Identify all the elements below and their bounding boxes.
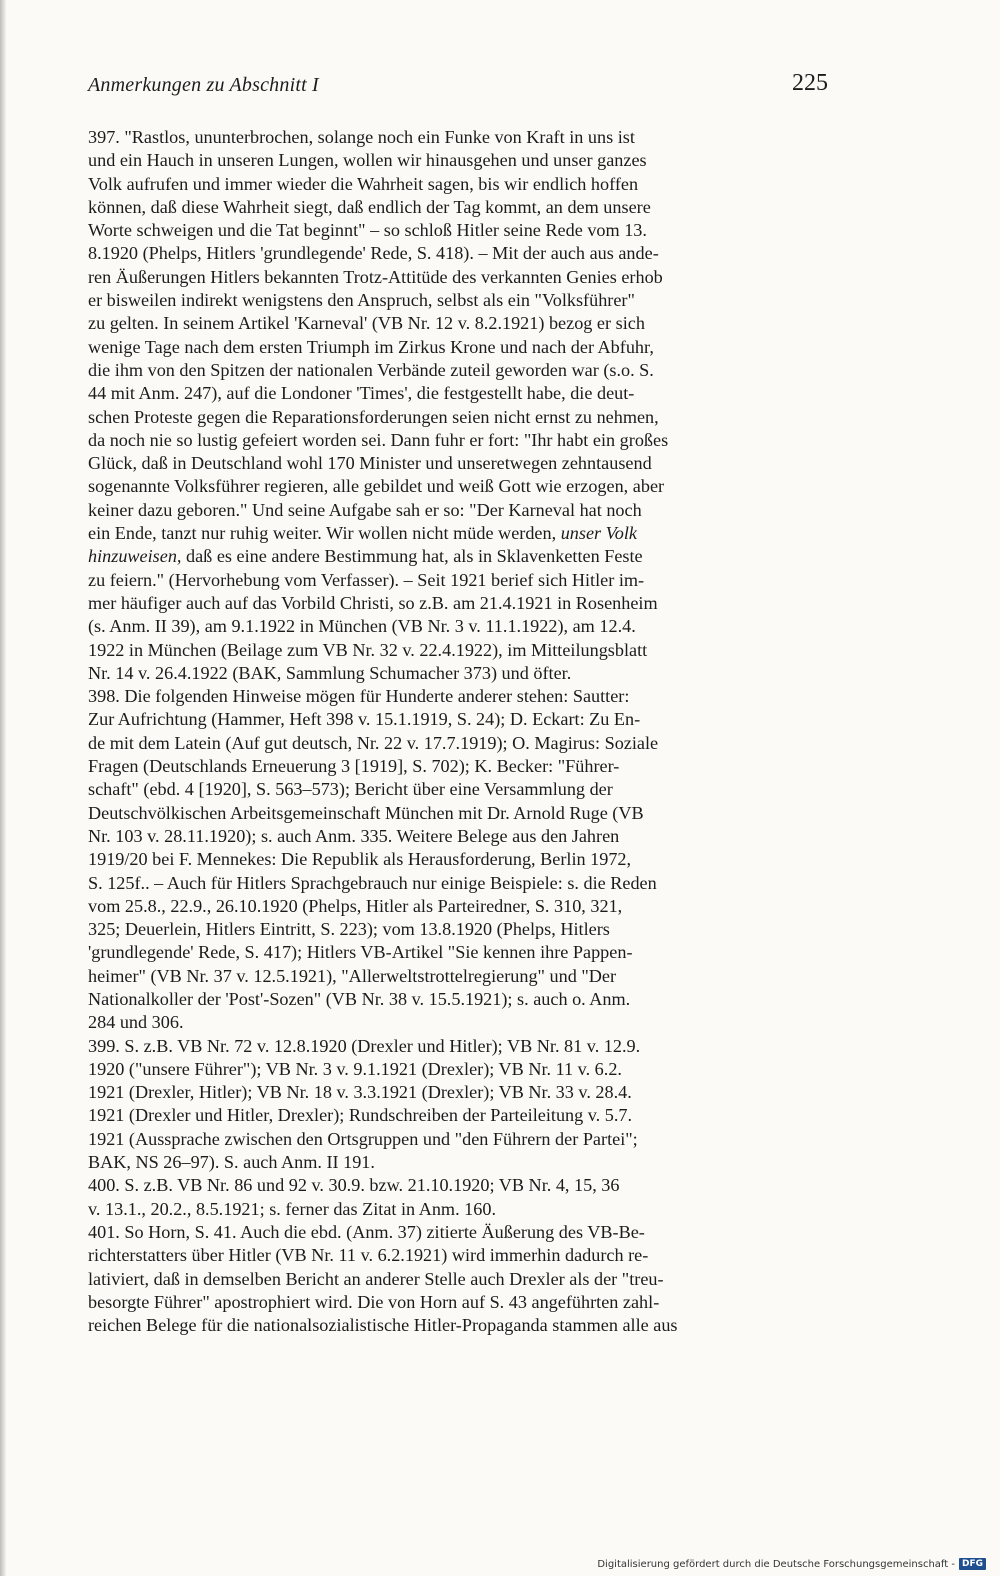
text-line: [88, 219, 828, 242]
funding-notice: Digitalisierung gefördert durch die Deutsche Forschungsgemeinschaft -: [597, 1558, 955, 1570]
text-run: vom 25.8., 22.9., 26.10.1920 (Phelps, Hitler als Parteiredner, S. 310, 321,: [88, 895, 623, 916]
text-line: [88, 615, 828, 638]
text-line: [88, 1198, 828, 1221]
text-line: [88, 242, 828, 265]
text-run: 284 und 306.: [88, 1012, 184, 1033]
text-run: da noch nie so lustig gefeiert worden sei. Dann fuhr er fort: "Ihr habt ein großes: [88, 429, 669, 450]
page-edge: [0, 0, 6, 1576]
dfg-logo-icon: DFG: [959, 1558, 986, 1570]
text-line: [88, 1011, 828, 1034]
text-run: Nationalkoller der 'Post'-Sozen" (VB Nr. 38 v. 15.5.1921); s. auch o. Anm.: [88, 988, 631, 1009]
text-run: wenige Tage nach dem ersten Triumph im Zirkus Krone und nach der Abfuhr,: [88, 336, 654, 357]
text-run: 44 mit Anm. 247), auf die Londoner 'Times', die festgestellt habe, die deut-: [88, 383, 635, 404]
text-line: [88, 499, 828, 522]
text-run: 398. Die folgenden Hinweise mögen für Hunderte anderer stehen: Sautter:: [88, 686, 630, 707]
text-line: [88, 1035, 828, 1058]
text-run: 1922 in München (Beilage zum VB Nr. 32 v. 22.4.1922), im Mitteilungsblatt: [88, 639, 648, 660]
text-run: schen Proteste gegen die Reparationsforderungen seien nicht ernst zu nehmen,: [88, 406, 659, 427]
text-run: 1921 (Drexler, Hitler); VB Nr. 18 v. 3.3.1921 (Drexler); VB Nr. 33 v. 28.4.: [88, 1082, 632, 1103]
text-line: [88, 592, 828, 615]
text-line: [88, 1291, 828, 1314]
text-line: [88, 1104, 828, 1127]
text-line: [88, 289, 828, 312]
text-line: [88, 988, 828, 1011]
text-line: [88, 639, 828, 662]
text-run: 400. S. z.B. VB Nr. 86 und 92 v. 30.9. bzw. 21.10.1920; VB Nr. 4, 15, 36: [88, 1175, 620, 1196]
text-line: [88, 732, 828, 755]
text-run: zu feiern." (Hervorhebung vom Verfasser). – Seit 1921 berief sich Hitler im-: [88, 569, 645, 590]
text-run: v. 13.1., 20.2., 8.5.1921; s. ferner das Zitat in Anm. 160.: [88, 1198, 496, 1219]
text-run: mer häufiger auch auf das Vorbild Christi, so z.B. am 21.4.1921 in Rosenheim: [88, 592, 658, 613]
text-line: [88, 1128, 828, 1151]
text-run: keiner dazu geboren." Und seine Aufgabe sah er so: "Der Karneval hat noch: [88, 499, 642, 520]
text-run: die ihm von den Spitzen der nationalen Verbände zuteil geworden war (s.o. S.: [88, 359, 654, 380]
text-line: [88, 382, 828, 405]
text-run: 1919/20 bei F. Mennekes: Die Republik als Herausforderung, Berlin 1972,: [88, 849, 632, 870]
text-line: [88, 545, 828, 568]
text-line: [88, 1268, 828, 1291]
text-run: daß es eine andere Bestimmung hat, als in Sklavenketten Feste: [181, 546, 643, 567]
emphasized-text: unser Volk: [560, 523, 637, 544]
footnote-text-block: [88, 126, 828, 1337]
text-run: Nr. 14 v. 26.4.1922 (BAK, Sammlung Schumacher 373) und öfter.: [88, 662, 572, 683]
text-line: [88, 872, 828, 895]
text-line: [88, 336, 828, 359]
text-line: [88, 522, 828, 545]
text-run: 399. S. z.B. VB Nr. 72 v. 12.8.1920 (Drexler und Hitler); VB Nr. 81 v. 12.9.: [88, 1035, 641, 1056]
text-line: [88, 429, 828, 452]
text-line: [88, 1081, 828, 1104]
text-run: Deutschvölkischen Arbeitsgemeinschaft München mit Dr. Arnold Ruge (VB: [88, 802, 644, 823]
text-line: [88, 196, 828, 219]
text-run: ren Äußerungen Hitlers bekannten Trotz-Attitüde des verkannten Genies erhob: [88, 266, 663, 287]
text-line: [88, 895, 828, 918]
text-line: [88, 452, 828, 475]
text-line: [88, 941, 828, 964]
text-run: de mit dem Latein (Auf gut deutsch, Nr. 22 v. 17.7.1919); O. Magirus: Soziale: [88, 732, 659, 753]
text-run: ein Ende, tanzt nur ruhig weiter. Wir wollen nicht müde werden,: [88, 523, 561, 544]
text-run: 'grundlegende' Rede, S. 417); Hitlers VB-Artikel "Sie kennen ihre Pappen-: [88, 942, 633, 963]
page-number: 225: [792, 70, 828, 96]
text-run: 8.1920 (Phelps, Hitlers 'grundlegende' Rede, S. 418). – Mit der auch aus ande-: [88, 243, 659, 264]
text-run: 1920 ("unsere Führer"); VB Nr. 3 v. 9.1.1921 (Drexler); VB Nr. 11 v. 6.2.: [88, 1058, 622, 1079]
text-line: [88, 918, 828, 941]
text-line: [88, 312, 828, 335]
emphasized-text: hinzuweisen,: [88, 546, 182, 567]
running-head: Anmerkungen zu Abschnitt I: [88, 74, 319, 96]
text-line: [88, 266, 828, 289]
text-run: 397. "Rastlos, ununterbrochen, solange noch ein Funke von Kraft in uns ist: [88, 127, 635, 147]
text-run: richterstatters über Hitler (VB Nr. 11 v. 6.2.1921) wird immerhin dadurch re-: [88, 1245, 649, 1266]
text-line: [88, 1244, 828, 1267]
text-line: [88, 406, 828, 429]
text-line: [88, 965, 828, 988]
text-run: Zur Aufrichtung (Hammer, Heft 398 v. 15.1.1919, S. 24); D. Eckart: Zu En-: [88, 709, 641, 730]
text-line: [88, 662, 828, 685]
text-run: 1921 (Aussprache zwischen den Ortsgruppen und "den Führern der Partei";: [88, 1128, 638, 1149]
text-line: [88, 475, 828, 498]
digitization-footer: [597, 1556, 986, 1572]
text-run: Glück, daß in Deutschland wohl 170 Minister und unseretwegen zehntausend: [88, 453, 652, 474]
text-run: können, daß diese Wahrheit siegt, daß endlich der Tag kommt, an dem unsere: [88, 196, 651, 217]
text-line: [88, 848, 828, 871]
text-run: 1921 (Drexler und Hitler, Drexler); Rundschreiben der Parteileitung v. 5.7.: [88, 1105, 633, 1126]
text-line: [88, 825, 828, 848]
text-run: sogenannte Volksführer regieren, alle gebildet und weiß Gott wie erzogen, aber: [88, 476, 665, 497]
text-line: [88, 1151, 828, 1174]
text-run: schaft" (ebd. 4 [1920], S. 563–573); Bericht über eine Versammlung der: [88, 779, 613, 800]
text-run: er bisweilen indirekt wenigstens den Anspruch, selbst als ein "Volksführer": [88, 290, 635, 311]
text-line: [88, 755, 828, 778]
text-line: [88, 778, 828, 801]
text-run: Volk aufrufen und immer wieder die Wahrheit sagen, bis wir endlich hoffen: [88, 173, 639, 194]
text-run: reichen Belege für die nationalsozialistische Hitler-Propaganda stammen alle aus: [88, 1315, 678, 1336]
text-run: zu gelten. In seinem Artikel 'Karneval' (VB Nr. 12 v. 8.2.1921) bezog er sich: [88, 313, 645, 334]
text-line: [88, 1174, 828, 1197]
text-run: lativiert, daß in demselben Bericht an anderer Stelle auch Drexler als der "treu-: [88, 1268, 664, 1289]
text-line: [88, 1314, 828, 1337]
text-line: [88, 126, 828, 149]
text-line: [88, 1221, 828, 1244]
page-header: [88, 70, 828, 104]
text-line: [88, 173, 828, 196]
text-run: heimer" (VB Nr. 37 v. 12.5.1921), "Allerweltstrottelregierung" und "Der: [88, 965, 617, 986]
text-run: Worte schweigen und die Tat beginnt" – so schloß Hitler seine Rede vom 13.: [88, 220, 647, 241]
text-run: (s. Anm. II 39), am 9.1.1922 in München (VB Nr. 3 v. 11.1.1922), am 12.4.: [88, 616, 636, 637]
text-line: [88, 708, 828, 731]
text-line: [88, 802, 828, 825]
text-line: [88, 1058, 828, 1081]
text-run: Nr. 103 v. 28.11.1920); s. auch Anm. 335. Weitere Belege aus den Jahren: [88, 825, 620, 846]
text-line: [88, 685, 828, 708]
text-run: 325; Deuerlein, Hitlers Eintritt, S. 223); vom 13.8.1920 (Phelps, Hitlers: [88, 919, 610, 940]
text-run: und ein Hauch in unseren Lungen, wollen wir hinausgehen und unser ganzes: [88, 150, 647, 171]
text-run: S. 125f.. – Auch für Hitlers Sprachgebrauch nur einige Beispiele: s. die Reden: [88, 872, 657, 893]
text-run: besorgte Führer" apostrophiert wird. Die von Horn auf S. 43 angeführten zahl-: [88, 1291, 660, 1312]
text-run: 401. So Horn, S. 41. Auch die ebd. (Anm. 37) zitierte Äußerung des VB-Be-: [88, 1221, 645, 1242]
text-line: [88, 569, 828, 592]
text-run: BAK, NS 26–97). S. auch Anm. II 191.: [88, 1152, 375, 1173]
text-run: Fragen (Deutschlands Erneuerung 3 [1919], S. 702); K. Becker: "Führer-: [88, 756, 620, 777]
text-line: [88, 359, 828, 382]
text-line: [88, 149, 828, 172]
